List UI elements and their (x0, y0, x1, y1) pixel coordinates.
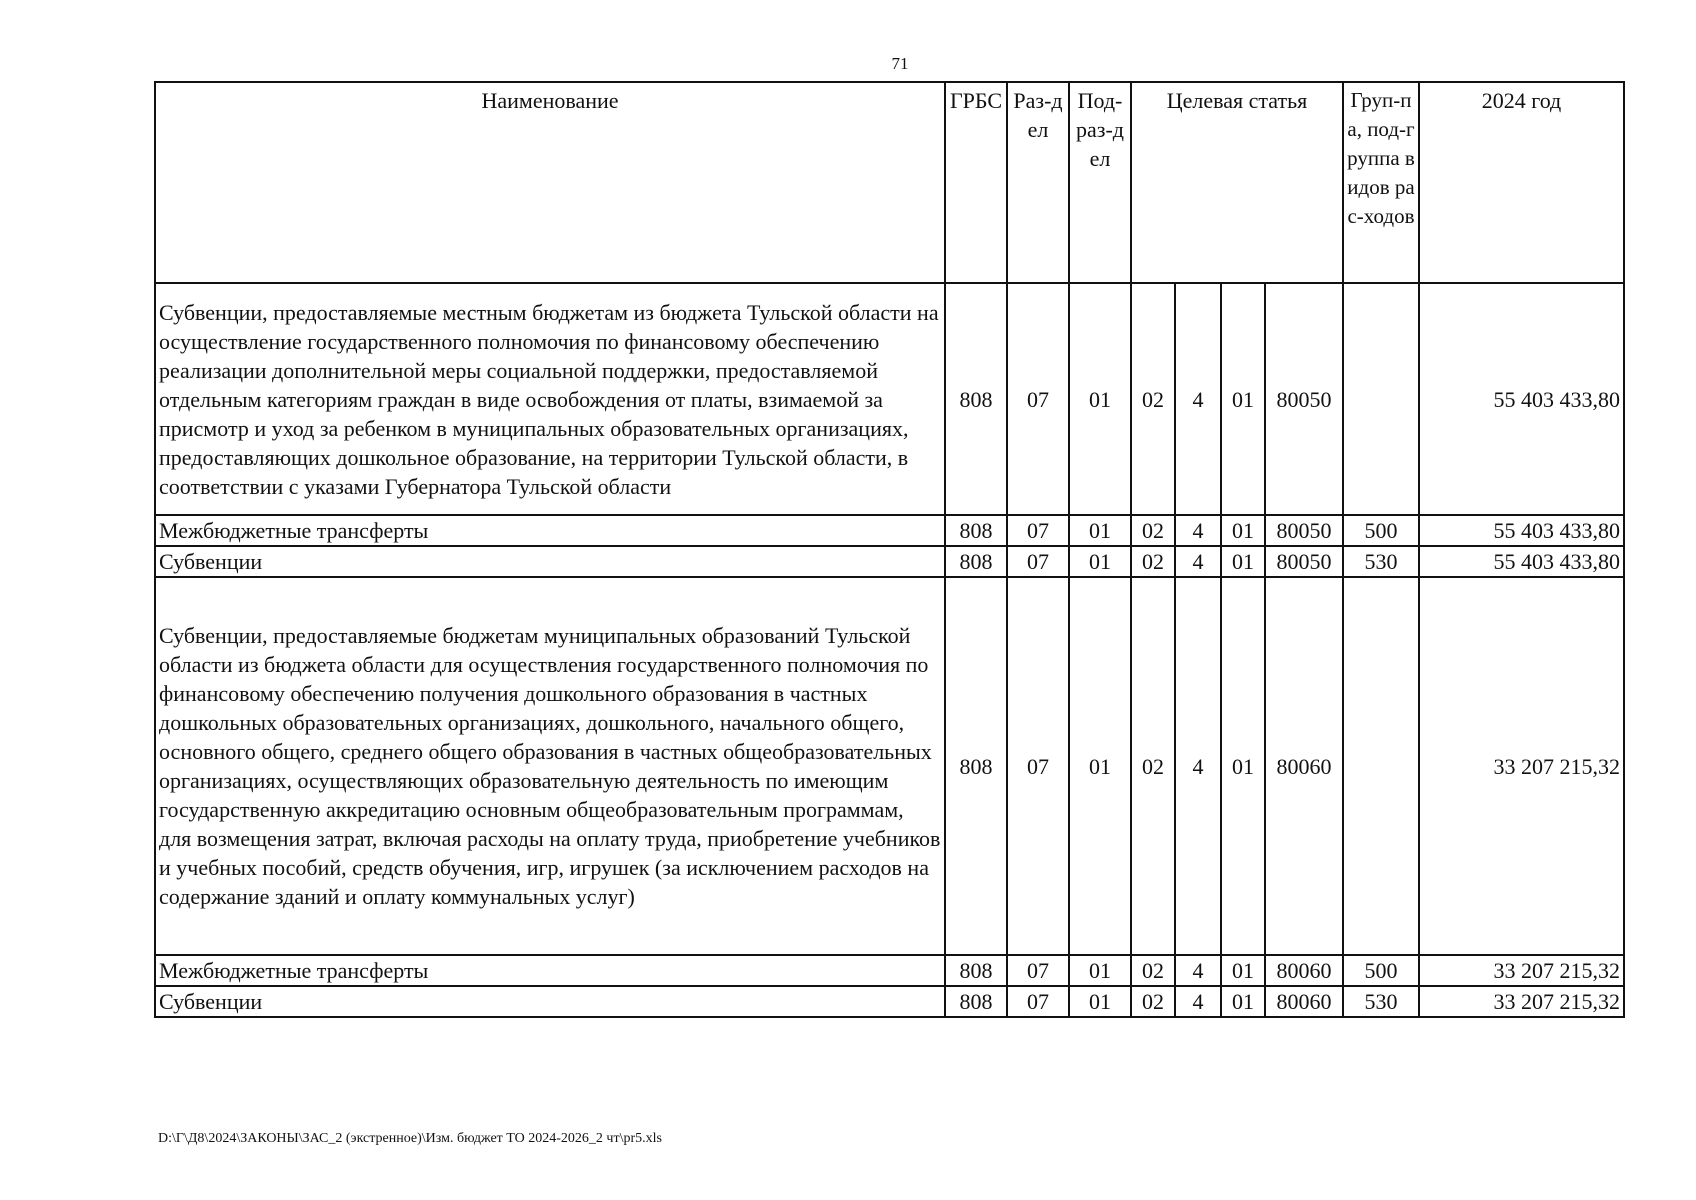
target-program-cell: 02 (1131, 955, 1175, 986)
target-type-cell: 4 (1175, 577, 1221, 955)
file-path-footer: D:\Г\Д8\2024\ЗАКОНЫ\ЗАС_2 (экстренное)\Изм. бюджет ТО 2024-2026_2 чт\pr5.xls (158, 1131, 662, 1146)
name-cell: Субвенции (155, 546, 945, 577)
razdel-cell: 07 (1007, 955, 1069, 986)
expense-group-cell: 500 (1343, 955, 1419, 986)
name-cell: Субвенции, предоставляемые местным бюджетам из бюджета Тульской области на осуществление государственного полномочия по финансовому обеспечению реализации дополнительной меры социальной поддержки, предоставляемой отдельным категориям граждан в виде освобождения от платы, взимаемой за присмотр и уход за ребенком в муниципальных образовательных организациях, предоставляющих дошкольное образование, на территории Тульской области, в соответствии с указами Губернатора Тульской области (155, 283, 945, 515)
amount-cell: 55 403 433,80 (1419, 546, 1624, 577)
target-subprogram-cell: 01 (1221, 955, 1265, 986)
header-name: Наименование (155, 82, 945, 283)
target-type-cell: 4 (1175, 546, 1221, 577)
podrazdel-cell: 01 (1069, 955, 1131, 986)
table-header-row (155, 82, 1624, 283)
table-row (155, 577, 1624, 955)
razdel-cell: 07 (1007, 986, 1069, 1017)
target-program-cell: 02 (1131, 283, 1175, 515)
table-row (155, 955, 1624, 986)
table-row (155, 986, 1624, 1017)
target-type-cell: 4 (1175, 986, 1221, 1017)
grbs-cell: 808 (945, 577, 1007, 955)
header-group: Груп-па, под-группа видов рас-ходов (1343, 82, 1419, 283)
podrazdel-cell: 01 (1069, 283, 1131, 515)
amount-cell: 33 207 215,32 (1419, 955, 1624, 986)
podrazdel-cell: 01 (1069, 986, 1131, 1017)
grbs-cell: 808 (945, 283, 1007, 515)
budget-table (154, 81, 1625, 1018)
podrazdel-cell: 01 (1069, 515, 1131, 546)
razdel-cell: 07 (1007, 577, 1069, 955)
expense-group-cell (1343, 577, 1419, 955)
name-cell: Межбюджетные трансферты (155, 955, 945, 986)
amount-cell: 33 207 215,32 (1419, 986, 1624, 1017)
amount-cell: 33 207 215,32 (1419, 577, 1624, 955)
target-program-cell: 02 (1131, 546, 1175, 577)
name-cell: Субвенции, предоставляемые бюджетам муниципальных образований Тульской области из бюджета области для осуществления государственного полномочия по финансовому обеспечению получения дошкольного образования в частных дошкольных образовательных организациях, дошкольного, начального общего, основного общего, среднего общего образования в частных общеобразовательных организациях, осуществляющих образовательную деятельность по имеющим государственную аккредитацию основным общеобразовательным программам, для возмещения затрат, включая расходы на оплату труда, приобретение учебников и учебных пособий, средств обучения, игр, игрушек (за исключением расходов на содержание зданий и оплату коммунальных услуг) (155, 577, 945, 955)
target-subprogram-cell: 01 (1221, 546, 1265, 577)
target-program-cell: 02 (1131, 577, 1175, 955)
podrazdel-cell: 01 (1069, 546, 1131, 577)
podrazdel-cell: 01 (1069, 577, 1131, 955)
grbs-cell: 808 (945, 515, 1007, 546)
grbs-cell: 808 (945, 546, 1007, 577)
target-type-cell: 4 (1175, 515, 1221, 546)
target-direction-cell: 80050 (1265, 546, 1343, 577)
name-cell: Субвенции (155, 986, 945, 1017)
razdel-cell: 07 (1007, 515, 1069, 546)
target-program-cell: 02 (1131, 515, 1175, 546)
target-type-cell: 4 (1175, 283, 1221, 515)
grbs-cell: 808 (945, 986, 1007, 1017)
amount-cell: 55 403 433,80 (1419, 515, 1624, 546)
header-podrazdel: Под-раз-дел (1069, 82, 1131, 283)
expense-group-cell: 500 (1343, 515, 1419, 546)
table-row (155, 515, 1624, 546)
table-row (155, 283, 1624, 515)
target-type-cell: 4 (1175, 955, 1221, 986)
target-direction-cell: 80060 (1265, 986, 1343, 1017)
header-year: 2024 год (1419, 82, 1624, 283)
grbs-cell: 808 (945, 955, 1007, 986)
expense-group-cell (1343, 283, 1419, 515)
target-subprogram-cell: 01 (1221, 577, 1265, 955)
name-cell: Межбюджетные трансферты (155, 515, 945, 546)
target-direction-cell: 80050 (1265, 283, 1343, 515)
target-direction-cell: 80060 (1265, 955, 1343, 986)
page-number: 71 (891, 54, 909, 73)
target-direction-cell: 80060 (1265, 577, 1343, 955)
razdel-cell: 07 (1007, 283, 1069, 515)
header-target: Целевая статья (1131, 82, 1343, 283)
razdel-cell: 07 (1007, 546, 1069, 577)
table-row (155, 546, 1624, 577)
amount-cell: 55 403 433,80 (1419, 283, 1624, 515)
target-program-cell: 02 (1131, 986, 1175, 1017)
expense-group-cell: 530 (1343, 986, 1419, 1017)
expense-group-cell: 530 (1343, 546, 1419, 577)
header-grbs: ГРБС (945, 82, 1007, 283)
target-subprogram-cell: 01 (1221, 283, 1265, 515)
target-direction-cell: 80050 (1265, 515, 1343, 546)
header-razdel: Раз-дел (1007, 82, 1069, 283)
target-subprogram-cell: 01 (1221, 986, 1265, 1017)
target-subprogram-cell: 01 (1221, 515, 1265, 546)
